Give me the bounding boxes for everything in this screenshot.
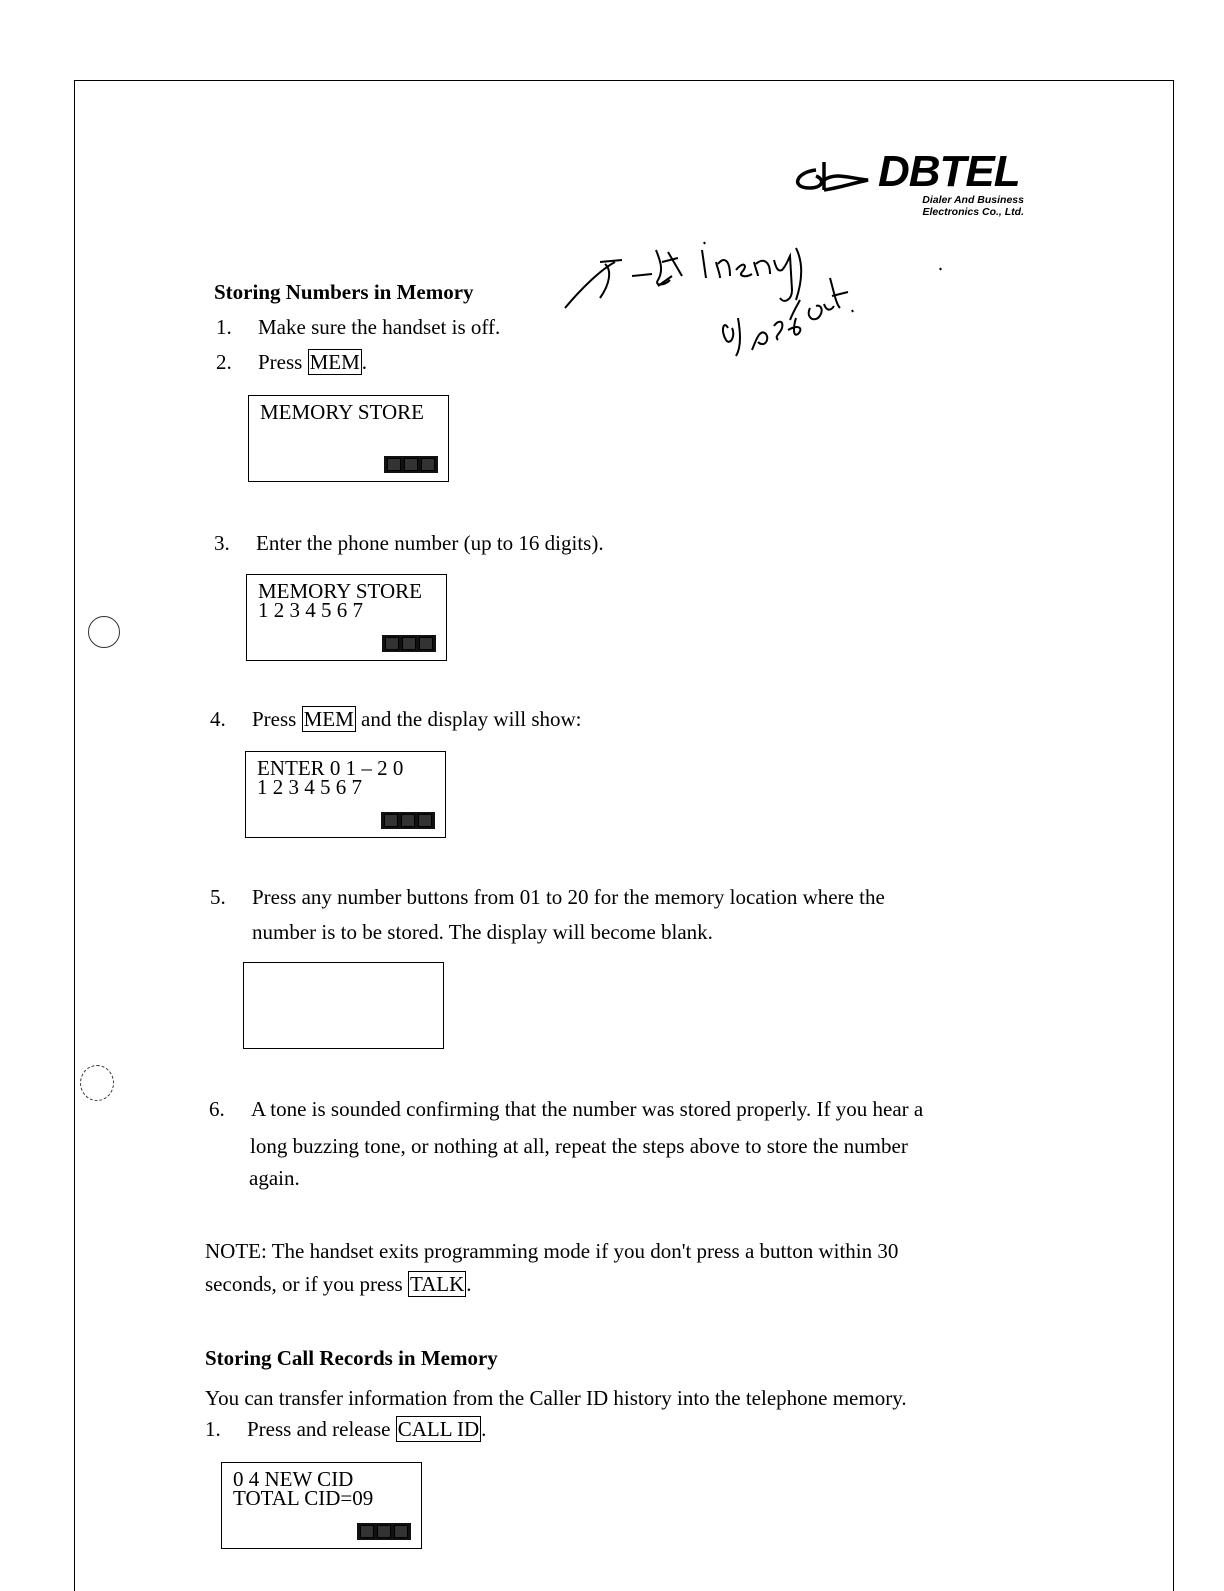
handwritten-annotation bbox=[560, 200, 980, 380]
section-intro: You can transfer information from the Caller ID history into the telephone memory. bbox=[205, 1386, 907, 1410]
lcd-display-blank bbox=[243, 962, 444, 1049]
step-5-continued: number is to be stored. The display will become blank. bbox=[252, 920, 713, 944]
logo-tagline: Dialer And Business Electronics Co., Ltd. bbox=[922, 194, 1024, 218]
punch-hole-mark bbox=[80, 1065, 114, 1101]
step-5: 5. Press any number buttons from 01 to 20 for the memory location where the bbox=[210, 885, 885, 909]
step-3: 3. Enter the phone number (up to 16 digits). bbox=[214, 531, 604, 555]
step-4: 4. Press MEM and the display will show: bbox=[210, 707, 582, 731]
step-6-continued-2: again. bbox=[249, 1166, 300, 1190]
note-line-2: seconds, or if you press TALK. bbox=[205, 1272, 472, 1296]
step-6: 6. A tone is sounded confirming that the number was stored properly. If you hear a bbox=[209, 1097, 924, 1121]
dbtel-logo-icon bbox=[786, 158, 874, 198]
lcd-display-memory-store-number: MEMORY STORE 1 2 3 4 5 6 7 bbox=[246, 574, 447, 661]
note-line-1: NOTE: The handset exits programming mode if you don't press a button within 30 bbox=[205, 1239, 899, 1263]
battery-icon bbox=[357, 1523, 411, 1540]
talk-key-label: TALK bbox=[409, 1272, 465, 1296]
section-heading-storing-numbers: Storing Numbers in Memory bbox=[214, 280, 474, 304]
lcd-display-enter-location: ENTER 0 1 – 2 0 1 2 3 4 5 6 7 bbox=[245, 751, 446, 838]
step-2: 2. Press MEM. bbox=[216, 350, 368, 374]
lcd-display-memory-store: MEMORY STORE bbox=[248, 395, 449, 482]
step-6-continued-1: long buzzing tone, or nothing at all, repeat the steps above to store the number bbox=[250, 1134, 908, 1158]
step-1: 1. Make sure the handset is off. bbox=[216, 315, 501, 339]
call-id-key-label: CALL ID bbox=[397, 1417, 480, 1441]
punch-hole-mark bbox=[88, 616, 120, 648]
logo-wordmark: DBTEL bbox=[878, 147, 1020, 196]
mem-key-label: MEM bbox=[309, 350, 360, 374]
battery-icon bbox=[382, 635, 436, 652]
mem-key-label: MEM bbox=[303, 707, 354, 731]
battery-icon bbox=[381, 812, 435, 829]
section-heading-storing-call-records: Storing Call Records in Memory bbox=[205, 1346, 498, 1370]
lcd-display-caller-id: 0 4 NEW CID TOTAL CID=09 bbox=[221, 1462, 422, 1549]
call-records-step-1: 1. Press and release CALL ID. bbox=[205, 1417, 487, 1441]
battery-icon bbox=[384, 456, 438, 473]
